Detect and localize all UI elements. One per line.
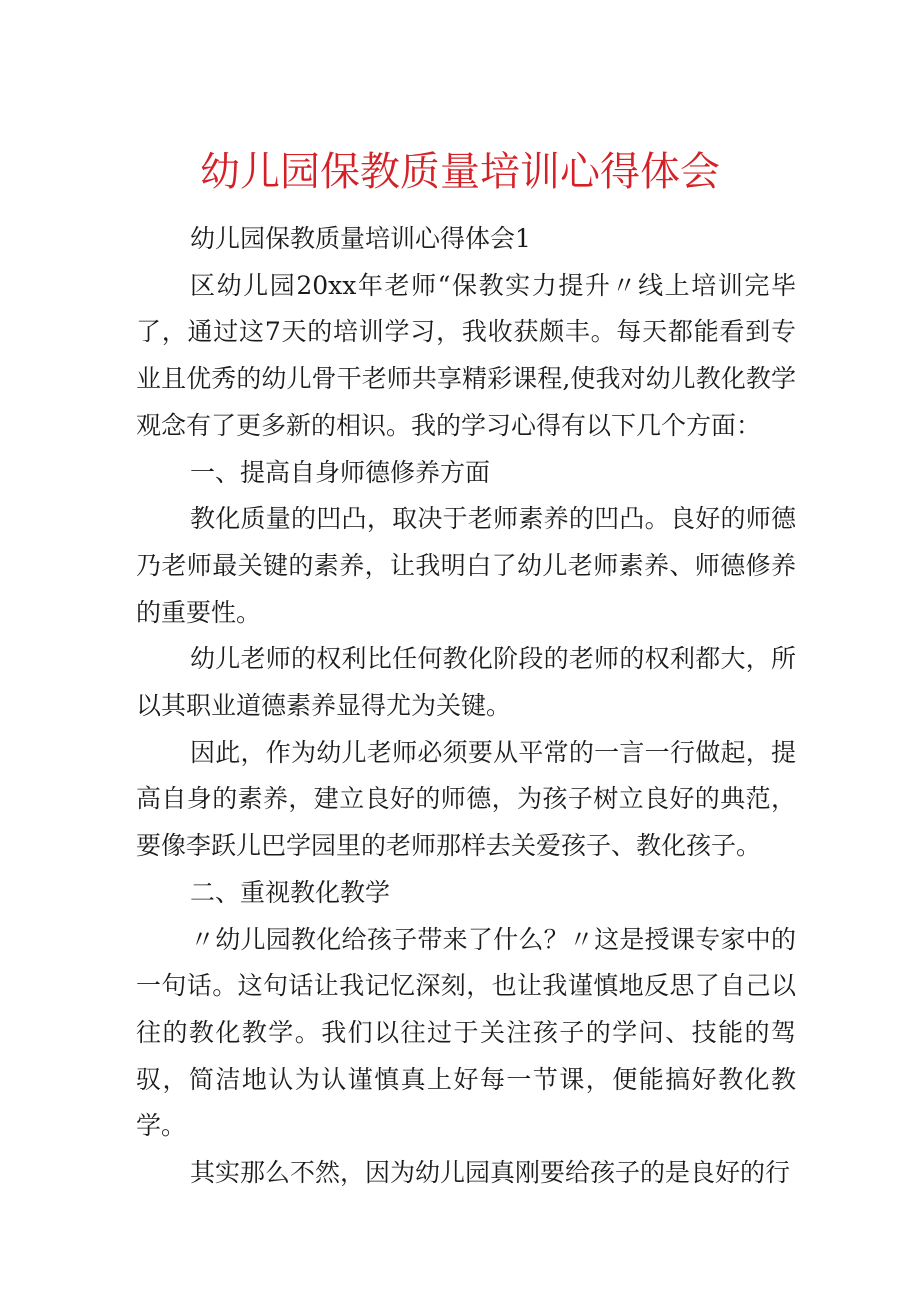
section-heading-1: 一、提高自身师德修养方面 [190, 457, 491, 487]
paragraph: 〃幼儿园教化给孩子带来了什么？〃这是授课专家中的一句话。这句话让我记忆深刻，也让我谨慎地反思了自己以往的教化教学。我们以往过于关注孩子的学问、技能的驾驭，简洁地认为认谨慎真上好每一节课，便能搞好教化教学。 [136, 924, 796, 1141]
paragraph-intro: 区幼儿园20xx年老师“保教实力提升〃线上培训完毕了，通过这7天的培训学习，我收获颇丰。每天都能看到专业且优秀的幼儿骨干老师共享精彩课程,使我对幼儿教化教学观念有了更多新的相识。我的学习心得有以下几个方面： [136, 270, 796, 440]
paragraph: 幼儿老师的权利比任何教化阶段的老师的权利都大，所以其职业道德素养显得尤为关键。 [136, 644, 796, 721]
section-heading-2: 二、重视教化教学 [190, 877, 391, 907]
paragraph-subtitle: 幼儿园保教质量培训心得体会1 [190, 224, 531, 253]
paragraph: 其实那么不然，因为幼儿园真刚要给孩子的是良好的行 [190, 1158, 791, 1188]
paragraph: 教化质量的凹凸，取决于老师素养的凹凸。良好的师德乃老师最关键的素养，让我明白了幼儿老师素养、师德修养的重要性。 [136, 504, 796, 627]
document-title: 幼儿园保教质量培训心得体会 [200, 149, 720, 195]
document-body [136, 216, 796, 1197]
paragraph: 因此，作为幼儿老师必须要从平常的一言一行做起，提高自身的素养，建立良好的师德，为孩子树立良好的典范，要像李跃儿巴学园里的老师那样去关爱孩子、教化孩子。 [136, 737, 796, 861]
